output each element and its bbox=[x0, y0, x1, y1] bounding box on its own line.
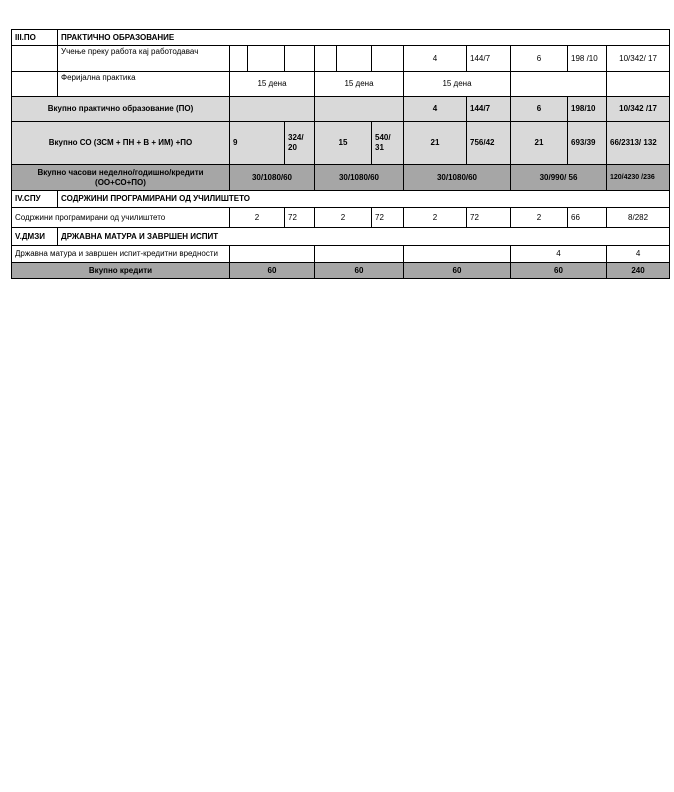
row-label: Државна матура и завршен испит-кредитни вредности bbox=[12, 246, 230, 263]
table-row-total-practical bbox=[12, 97, 670, 122]
table-row-total-credits bbox=[12, 263, 670, 279]
row-total: 10/342/ 17 bbox=[607, 46, 670, 72]
year3-annual: 72 bbox=[467, 208, 511, 228]
section-3-header bbox=[12, 30, 670, 46]
empty-cell bbox=[315, 97, 404, 122]
empty-cell bbox=[372, 46, 404, 72]
empty-cell bbox=[230, 46, 248, 72]
year4-annual: 693/39 bbox=[568, 122, 607, 165]
year4-weekly: 6 bbox=[511, 97, 568, 122]
year3-annual: 756/42 bbox=[467, 122, 511, 165]
year3-days: 15 дена bbox=[404, 72, 511, 97]
year4-weekly: 6 bbox=[511, 46, 568, 72]
empty-cell bbox=[315, 246, 404, 263]
empty-cell bbox=[12, 72, 58, 97]
section-4-title: СОДРЖИНИ ПРОГРАМИРАНИ ОД УЧИЛИШТЕТО bbox=[58, 191, 670, 208]
row-total: 120/4230 /236 bbox=[607, 165, 670, 191]
year1-annual: 72 bbox=[285, 208, 315, 228]
curriculum-table bbox=[11, 29, 670, 279]
year2-annual: 540/ 31 bbox=[372, 122, 404, 165]
section-3-code: III.ПО bbox=[12, 30, 58, 46]
empty-cell bbox=[285, 46, 315, 72]
year4-annual: 198 /10 bbox=[568, 46, 607, 72]
year1-credits: 60 bbox=[230, 263, 315, 279]
section-3-title: ПРАКТИЧНО ОБРАЗОВАНИЕ bbox=[58, 30, 670, 46]
row-total: 240 bbox=[607, 263, 670, 279]
year1-annual: 324/ 20 bbox=[285, 122, 315, 165]
row-label: Феријална практика bbox=[58, 72, 230, 97]
year3-weekly: 21 bbox=[404, 122, 467, 165]
section-5-header bbox=[12, 228, 670, 246]
section-5-code: V.ДМЗИ bbox=[12, 228, 58, 246]
year4-credits: 4 bbox=[511, 246, 607, 263]
year3-annual: 144/7 bbox=[467, 46, 511, 72]
row-label: Вкупно практично образование (ПО) bbox=[12, 97, 230, 122]
empty-cell bbox=[230, 97, 315, 122]
empty-cell bbox=[511, 72, 607, 97]
table-row-total-so-po bbox=[12, 122, 670, 165]
year2-weekly: 15 bbox=[315, 122, 372, 165]
empty-cell bbox=[337, 46, 372, 72]
row-label: Вкупно кредити bbox=[12, 263, 230, 279]
year4-credits: 60 bbox=[511, 263, 607, 279]
table-row-work-based-learning bbox=[12, 46, 670, 72]
year2-annual: 72 bbox=[372, 208, 404, 228]
table-row-weekly-annual-credits bbox=[12, 165, 670, 191]
section-5-title: ДРЖАВНА МАТУРА И ЗАВРШЕН ИСПИТ bbox=[58, 228, 670, 246]
table-row-school-content bbox=[12, 208, 670, 228]
year4-annual: 66 bbox=[568, 208, 607, 228]
year1-weekly: 2 bbox=[230, 208, 285, 228]
year2-total: 30/1080/60 bbox=[315, 165, 404, 191]
year3-weekly: 4 bbox=[404, 97, 467, 122]
row-total: 66/2313/ 132 bbox=[607, 122, 670, 165]
table-row-state-matura bbox=[12, 246, 670, 263]
year2-weekly: 2 bbox=[315, 208, 372, 228]
row-total: 8/282 bbox=[607, 208, 670, 228]
table-row-holiday-practice bbox=[12, 72, 670, 97]
year2-days: 15 дена bbox=[315, 72, 404, 97]
section-4-header bbox=[12, 191, 670, 208]
year3-total: 30/1080/60 bbox=[404, 165, 511, 191]
row-label: Вкупно часови неделно/годишно/кредити (ОО+СО+ПО) bbox=[12, 165, 230, 191]
empty-cell bbox=[404, 246, 511, 263]
year2-credits: 60 bbox=[315, 263, 404, 279]
year3-annual: 144/7 bbox=[467, 97, 511, 122]
row-label: Содржини програмирани од училиштето bbox=[12, 208, 230, 228]
empty-cell bbox=[315, 46, 337, 72]
empty-cell bbox=[12, 46, 58, 72]
year3-weekly: 2 bbox=[404, 208, 467, 228]
year3-credits: 60 bbox=[404, 263, 511, 279]
year4-annual: 198/10 bbox=[568, 97, 607, 122]
section-4-code: IV.СПУ bbox=[12, 191, 58, 208]
year1-weekly: 9 bbox=[230, 122, 285, 165]
empty-cell bbox=[248, 46, 285, 72]
empty-cell bbox=[230, 246, 315, 263]
empty-cell bbox=[607, 72, 670, 97]
row-total: 4 bbox=[607, 246, 670, 263]
year3-weekly: 4 bbox=[404, 46, 467, 72]
year4-weekly: 21 bbox=[511, 122, 568, 165]
row-label: Вкупно СО (ЗСМ + ПН + В + ИМ) +ПО bbox=[12, 122, 230, 165]
row-label: Учење преку работа кај работодавач bbox=[58, 46, 230, 72]
year4-total: 30/990/ 56 bbox=[511, 165, 607, 191]
year4-weekly: 2 bbox=[511, 208, 568, 228]
row-total: 10/342 /17 bbox=[607, 97, 670, 122]
year1-total: 30/1080/60 bbox=[230, 165, 315, 191]
year1-days: 15 дена bbox=[230, 72, 315, 97]
